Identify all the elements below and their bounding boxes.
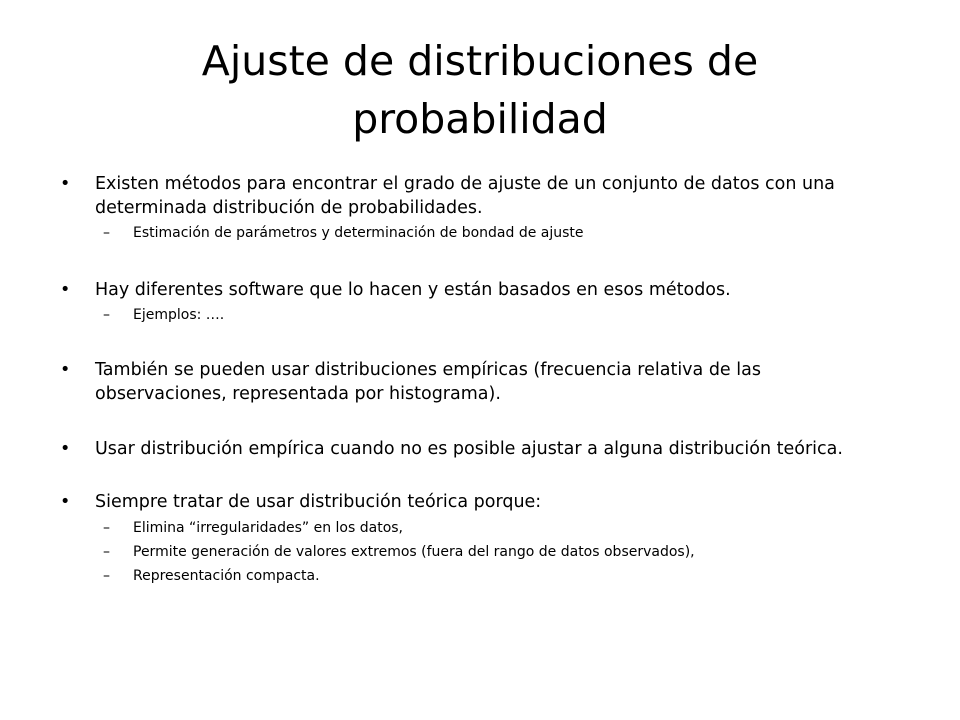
bullet-item: [60, 358, 870, 406]
sub-bullet-text: Elimina “irregularidades” en los datos,: [133, 520, 404, 536]
bullet-dot-icon: •: [60, 174, 71, 194]
bullet-item: [60, 172, 870, 220]
sub-bullet-item: [103, 542, 873, 562]
slide-title: Ajuste de distribuciones de probabilidad: [201, 37, 759, 143]
sub-bullet-text: Ejemplos: ….: [133, 307, 225, 323]
bullet-item: [60, 278, 870, 302]
bullet-dot-icon: •: [60, 439, 71, 459]
bullet-text: Usar distribución empírica cuando no es posible ajustar a alguna distribución teórica.: [95, 439, 843, 459]
bullet-dot-icon: •: [60, 280, 71, 300]
dash-icon: –: [103, 568, 110, 584]
bullet-text: Existen métodos para encontrar el grado de ajuste de un conjunto de datos con una determinada distribución de probabilidades.: [95, 174, 835, 218]
sub-bullet-text: Permite generación de valores extremos (fuera del rango de datos observados),: [133, 544, 695, 560]
bullet-text: También se pueden usar distribuciones empíricas (frecuencia relativa de las observaciones, representada por histograma).: [95, 360, 761, 404]
sub-bullet-text: Estimación de parámetros y determinación de bondad de ajuste: [133, 225, 584, 241]
bullet-item: [60, 490, 870, 514]
sub-bullet-item: [103, 305, 873, 325]
dash-icon: –: [103, 520, 110, 536]
sub-bullet-item: [103, 518, 873, 538]
bullet-text: Siempre tratar de usar distribución teórica porque:: [95, 492, 542, 512]
bullet-dot-icon: •: [60, 360, 71, 380]
bullet-text: Hay diferentes software que lo hacen y están basados en esos métodos.: [95, 280, 731, 300]
sub-bullet-item: [103, 223, 873, 243]
sub-bullet-item: [103, 566, 873, 586]
sub-bullet-text: Representación compacta.: [133, 568, 320, 584]
dash-icon: –: [103, 225, 110, 241]
dash-icon: –: [103, 544, 110, 560]
bullet-dot-icon: •: [60, 492, 71, 512]
bullet-item: [60, 437, 870, 461]
dash-icon: –: [103, 307, 110, 323]
